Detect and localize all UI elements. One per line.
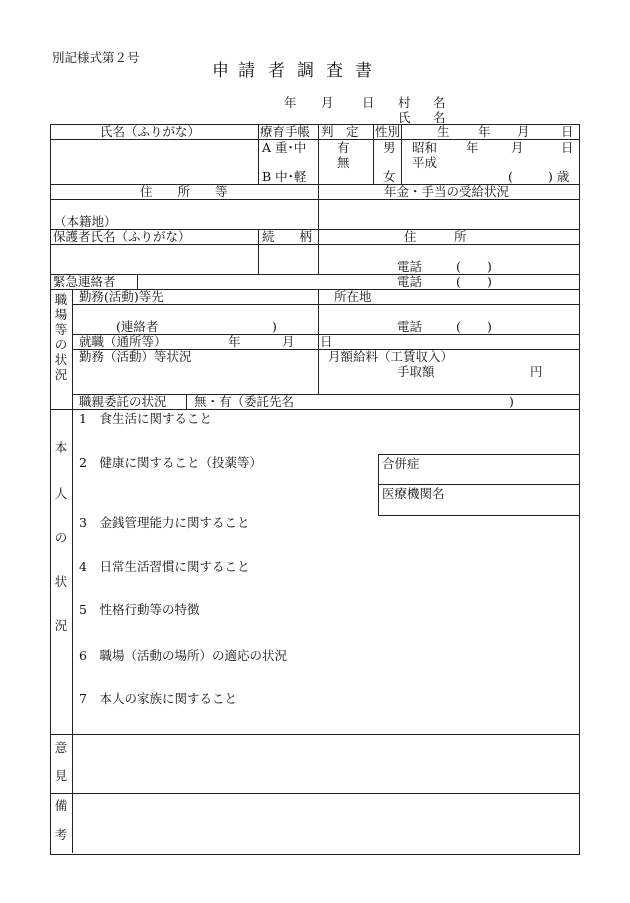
- form-number: 別記様式第２号: [52, 50, 140, 65]
- side-char: 状: [54, 352, 68, 367]
- work-status-label: 勤務（活動）等状況: [79, 349, 192, 364]
- entrust-close: ): [509, 394, 514, 409]
- rule: [50, 409, 579, 410]
- rule: [72, 304, 579, 305]
- title-char: 者: [268, 61, 287, 81]
- rule: [72, 793, 73, 853]
- paren-close: ): [487, 274, 492, 289]
- birth-month-2: 月: [511, 140, 524, 155]
- rule: [318, 289, 319, 349]
- rule: [373, 124, 374, 184]
- birth-day-2: 日: [561, 140, 574, 155]
- title-char: 書: [355, 61, 374, 81]
- paren-open: (: [456, 274, 461, 289]
- sex-label: 性別: [375, 124, 401, 139]
- rule: [318, 124, 319, 184]
- paren-close: ): [487, 319, 492, 334]
- umu-yes: 有: [337, 140, 350, 155]
- side-char: 況: [54, 618, 68, 633]
- name-label: 氏名（ふりがな）: [100, 124, 201, 139]
- title-char: 申: [212, 61, 231, 81]
- rule: [258, 229, 259, 274]
- side-char: 本: [54, 440, 68, 455]
- title-char: 査: [326, 61, 345, 81]
- guardian-tel-label: 電話: [397, 259, 423, 274]
- sex-male: 男: [383, 140, 396, 155]
- contact-label: (連絡者: [116, 319, 159, 334]
- joined-day: 日: [320, 334, 333, 349]
- birth-month: 月: [517, 124, 530, 139]
- village-label: 村: [398, 95, 411, 110]
- person-item-1: 1 食生活に関すること: [79, 411, 212, 426]
- person-item-3: 3 金銭管理能力に関すること: [79, 515, 250, 530]
- rule: [72, 289, 73, 409]
- joined-year: 年: [228, 334, 241, 349]
- umu-no: 無: [337, 155, 350, 170]
- rule: [50, 734, 579, 735]
- side-char: 備: [54, 798, 68, 813]
- rule: [318, 349, 319, 394]
- side-char: 況: [54, 367, 68, 382]
- person-item-5: 5 性格行動等の特徴: [79, 602, 200, 617]
- relation-label: 続 柄: [262, 229, 313, 244]
- inspector-shi: 氏: [398, 110, 411, 125]
- paren-close: ): [487, 259, 492, 274]
- rule: [186, 394, 187, 409]
- rule: [50, 244, 579, 245]
- rule: [378, 484, 579, 485]
- rule: [72, 734, 73, 793]
- side-char: 人: [54, 486, 68, 501]
- entrust-value: 無・有（委託先名: [194, 394, 295, 409]
- person-item-6: 6 職場（活動の場所）の適応の状況: [79, 648, 287, 663]
- salary-label: 月額給料（工賃収入）: [328, 349, 454, 364]
- complication-label: 合併症: [382, 456, 420, 471]
- rule: [50, 139, 579, 140]
- birth-year: 年: [478, 124, 491, 139]
- guardian-label: 保護者氏名（ふりがな）: [53, 229, 191, 244]
- rule: [50, 793, 579, 794]
- rule: [137, 274, 138, 289]
- side-char: 状: [54, 574, 68, 589]
- side-char: 意: [54, 740, 68, 755]
- rule: [318, 184, 319, 229]
- date-day: 日: [362, 95, 375, 110]
- address-label: 住 所 等: [140, 184, 228, 199]
- side-char: の: [54, 530, 68, 545]
- person-item-2: 2 健康に関すること（投薬等）: [79, 455, 262, 470]
- side-char: 場: [54, 307, 68, 322]
- entrust-label: 職親委託の状況: [79, 394, 167, 409]
- contact-close: ): [272, 319, 277, 334]
- person-item-4: 4 日常生活習慣に関すること: [79, 559, 250, 574]
- age-open: (: [508, 169, 513, 184]
- paren-open: (: [456, 259, 461, 274]
- yen-label: 円: [530, 364, 543, 379]
- age-close: ) 歳: [548, 169, 570, 184]
- paren-open: (: [456, 319, 461, 334]
- guardian-address-label: 住 所: [404, 229, 467, 244]
- date-year: 年: [284, 95, 297, 110]
- date-month: 月: [321, 95, 334, 110]
- joined-month: 月: [282, 334, 295, 349]
- joined-label: 就職（通所等）: [79, 334, 167, 349]
- take-home-label: 手取額: [397, 364, 435, 379]
- rule: [50, 274, 579, 275]
- medical-label: 医療機関名: [382, 486, 445, 501]
- hantei-label: 判 定: [321, 124, 359, 139]
- rule: [50, 199, 579, 200]
- side-char: 見: [54, 768, 68, 783]
- rule: [318, 229, 319, 274]
- person-item-7: 7 本人の家族に関すること: [79, 691, 237, 706]
- honseki-label: （本籍地）: [54, 214, 117, 229]
- emergency-label: 緊急連絡者: [53, 274, 116, 289]
- inspector-mei: 名: [433, 110, 446, 125]
- title-char: 調: [297, 61, 316, 81]
- era-heisei: 平成: [412, 155, 438, 170]
- side-char: 考: [54, 827, 68, 842]
- side-char: の: [54, 337, 68, 352]
- birth-day: 日: [561, 124, 574, 139]
- pension-label: 年金・手当の受給状況: [384, 184, 510, 199]
- birth-year-2: 年: [466, 140, 479, 155]
- rule: [401, 124, 402, 184]
- title-char: 請: [238, 61, 257, 81]
- employer-label: 勤務(活動)等先: [79, 289, 164, 304]
- side-char: 職: [54, 292, 68, 307]
- rule: [72, 409, 73, 734]
- work-tel-label: 電話: [397, 319, 423, 334]
- side-char: 等: [54, 322, 68, 337]
- village-name-label: 名: [433, 95, 446, 110]
- rule: [258, 124, 259, 184]
- grade-a: A 重･中: [262, 140, 307, 155]
- emergency-tel-label: 電話: [397, 274, 423, 289]
- location-label: 所在地: [334, 289, 372, 304]
- ryoiku-label: 療育手帳: [260, 124, 311, 139]
- grade-b: B 中･軽: [262, 169, 307, 184]
- sex-female: 女: [383, 169, 396, 184]
- birth-sei: 生: [437, 124, 450, 139]
- era-showa: 昭和: [412, 140, 438, 155]
